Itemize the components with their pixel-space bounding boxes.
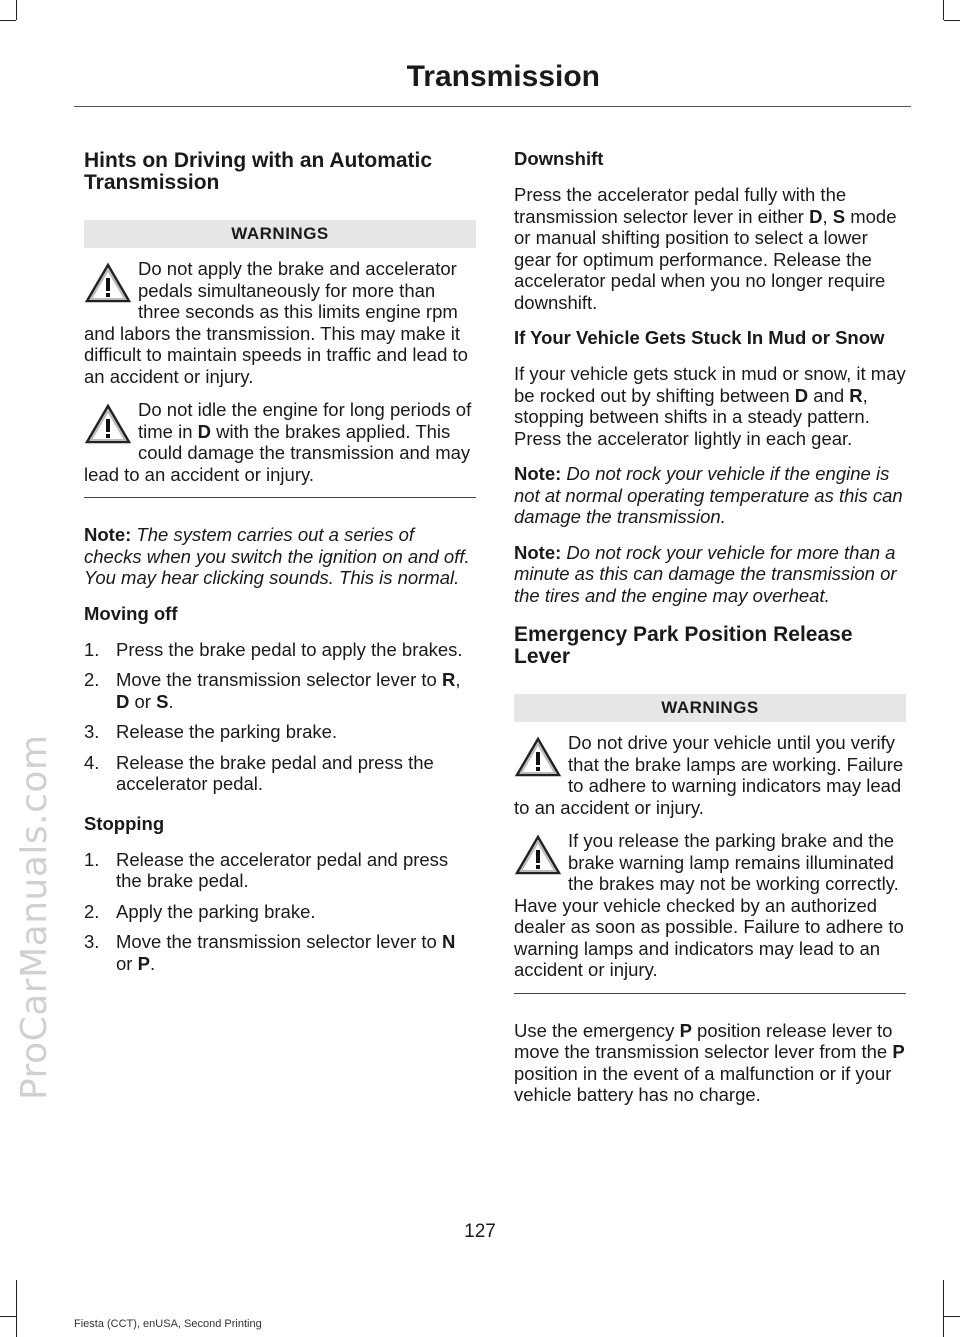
header-rule — [74, 106, 911, 107]
warnings-end-rule — [514, 993, 906, 994]
warning-triangle-icon — [84, 262, 132, 304]
heading-stuck: If Your Vehicle Gets Stuck In Mud or Snow — [514, 327, 885, 348]
note: Note: The system carries out a series of checks when you switch the ignition on and off. You may hear clicking sounds. This is normal. — [84, 524, 470, 588]
downshift-text: Press the accelerator pedal fully with the transmission selector lever in either D, S mode or manual shifting position to select a lower gear for optimum performance. Release the accelerator pedal when you no longer require downshift. — [514, 184, 897, 313]
list-item: 2. Move the transmission selector lever to R, D or S. — [84, 669, 461, 712]
footer-text: Fiesta (CCT), enUSA, Second Printing — [74, 1318, 262, 1330]
list-item: 3. Release the parking brake. — [84, 721, 338, 742]
list-item: 2. Apply the parking brake. — [84, 900, 316, 922]
crop-mark — [943, 0, 944, 20]
warnings-heading: WARNINGS — [514, 694, 906, 722]
section-title-emergency: Emergency Park Position Release Lever — [514, 623, 853, 668]
crop-mark — [0, 20, 16, 21]
warnings-heading: WARNINGS — [84, 220, 476, 248]
warnings-end-rule — [84, 497, 476, 498]
crop-mark — [16, 0, 17, 20]
note: Note: Do not rock your vehicle if the engine is not at normal operating temperature as this can damage the transmission. — [514, 463, 903, 527]
stuck-text: If your vehicle gets stuck in mud or snow, it may be rocked out by shifting between D and R, stopping between shifts in a steady pattern. Press the accelerator lightly in each gear. — [514, 363, 906, 449]
list-item: 1. Press the brake pedal to apply the brakes. — [84, 638, 463, 660]
page-number: 127 — [464, 1221, 496, 1242]
warning-item — [84, 399, 476, 485]
crop-mark — [16, 1280, 17, 1337]
crop-mark — [0, 1316, 16, 1317]
right-column — [514, 146, 906, 1120]
stopping-steps — [84, 849, 476, 975]
crop-mark — [943, 1280, 944, 1337]
warning-triangle-icon — [84, 403, 132, 445]
warning-text: Do not apply the brake and accelerator pedals simultaneously for more than three seconds as this limits engine rpm and labors the transmission. This may make it difficult to maintain speeds in traffic and lead to an accident or injury. — [84, 258, 468, 387]
heading-moving-off: Moving off — [84, 602, 178, 624]
page-section-title: Transmission — [406, 60, 600, 93]
list-item: 3. Move the transmission selector lever to N or P. — [84, 931, 456, 974]
list-item: 1. Release the accelerator pedal and press the brake pedal. — [84, 848, 449, 891]
note: Note: Do not rock your vehicle for more than a minute as this can damage the transmission or the tires and the engine may overheat. — [514, 541, 897, 606]
warning-triangle-icon — [514, 834, 562, 876]
warning-item — [84, 258, 476, 387]
heading-stopping: Stopping — [84, 812, 165, 834]
warning-triangle-icon — [514, 736, 562, 778]
crop-mark — [944, 20, 960, 21]
warning-text: If you release the parking brake and the brake warning lamp remains illuminated the brakes may not be working correctly. Have your vehicle checked by an authorized dealer as soon as possible. Failure to adhere to warning lamps and indicators may lead to an accident or injury. — [514, 830, 904, 980]
warning-item — [514, 732, 906, 818]
left-column — [84, 146, 476, 992]
warning-text: Do not drive your vehicle until you verify that the brake lamps are working. Failure to adhere to warning indicators may lead to an accident or injury. — [514, 732, 904, 818]
section-title-hints: Hints on Driving with an Automatic Transmission — [84, 149, 433, 194]
side-watermark: ProCarManuals.com — [14, 734, 55, 1100]
crop-mark — [944, 1316, 960, 1317]
heading-downshift: Downshift — [514, 148, 604, 169]
list-item: 4. Release the brake pedal and press the accelerator pedal. — [84, 751, 434, 794]
moving-off-steps — [84, 639, 476, 795]
warning-item — [514, 830, 906, 981]
warning-text: Do not idle the engine for long periods of time in D with the brakes applied. This could damage the transmission and may lead to an accident or injury. — [84, 399, 472, 485]
emergency-text: Use the emergency P position release lever to move the transmission selector lever from the P position in the event of a malfunction or if your vehicle battery has no charge. — [514, 1019, 905, 1105]
